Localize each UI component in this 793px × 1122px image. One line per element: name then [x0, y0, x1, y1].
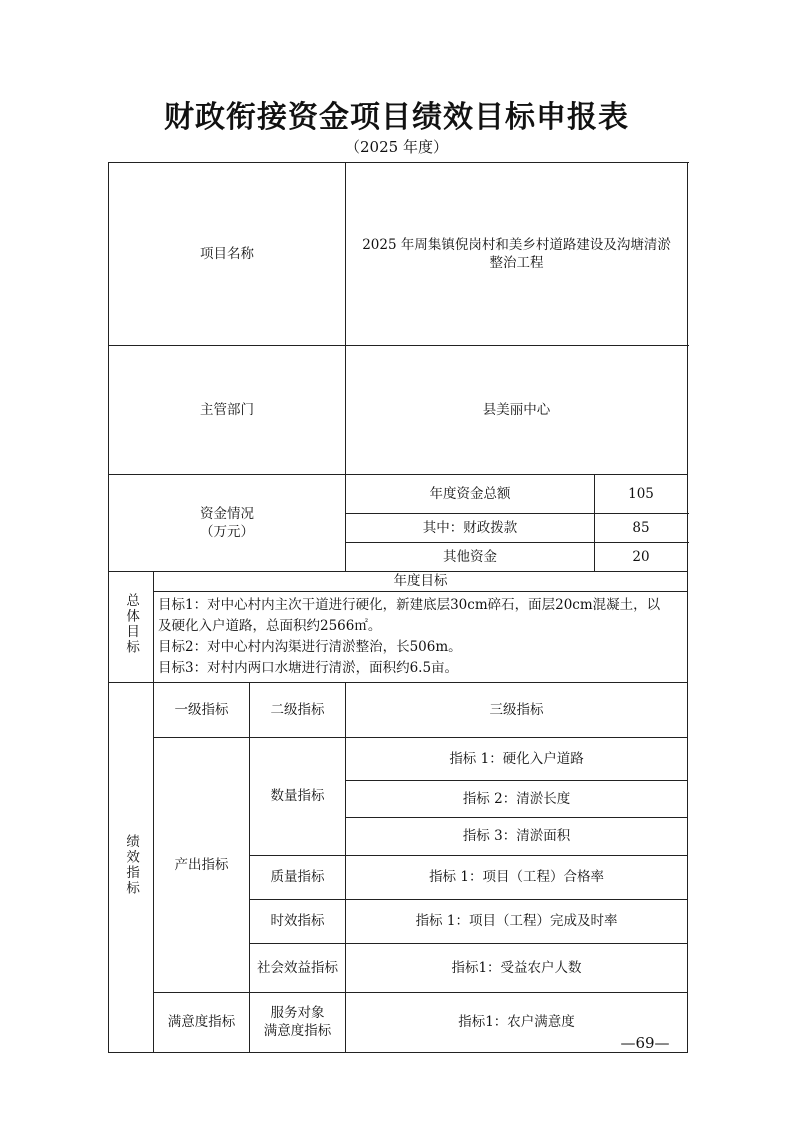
- output-indicator-label: 产出指标: [154, 738, 250, 992]
- satisfaction-indicator-label: 满意度指标: [154, 992, 250, 1052]
- project-name-label: 项目名称: [109, 163, 346, 346]
- dept-row: [109, 346, 688, 475]
- funds-total-label: 年度资金总额: [346, 474, 595, 513]
- goals-content: [154, 591, 688, 682]
- funds-label: [109, 474, 346, 571]
- goal-line: 目标3：对村内两口水塘进行清淤，面积约6.5亩。: [158, 659, 459, 676]
- indicator-header-row: [109, 682, 688, 738]
- funds-fiscal-label: 其中：财政拨款: [346, 513, 595, 542]
- indicator-name: 指标 3：清淤面积: [346, 818, 688, 855]
- funds-other-label: 其他资金: [346, 542, 595, 571]
- performance-form-table: [108, 162, 688, 1053]
- service-satisfaction-label: [250, 992, 346, 1052]
- indicator-name: 指标 1：项目（工程）合格率: [346, 855, 688, 899]
- indicator-name: 指标 2：清淤长度: [346, 781, 688, 818]
- funds-label-line2: （万元）: [200, 523, 254, 540]
- goal-line: 目标2：对中心村内沟渠进行清淤整治，长506m。: [158, 638, 462, 655]
- quantity-indicator-label: 数量指标: [250, 738, 346, 855]
- project-name-row: [109, 163, 688, 346]
- timeliness-indicator-label: 时效指标: [250, 899, 346, 943]
- funds-row: [109, 474, 688, 513]
- indicator-name: 指标 1：硬化入户道路: [346, 738, 688, 781]
- service-satisfaction-line1: 服务对象: [270, 1005, 325, 1022]
- indicator-name: 指标1：受益农户人数: [346, 943, 688, 992]
- performance-side-label: [109, 682, 154, 1052]
- goal-line: 及硬化入户道路，总面积约2566㎡。: [158, 617, 382, 634]
- goals-header-row: [109, 571, 688, 591]
- goals-content-row: [109, 591, 688, 682]
- indicator-name: 指标 1：项目（工程）完成及时率: [346, 899, 688, 943]
- performance-side-text: 绩效指标: [123, 833, 140, 896]
- goals-header: 年度目标: [154, 571, 688, 591]
- indicator-row: [109, 738, 688, 781]
- year-subtitle: （2025 年度）: [345, 138, 448, 156]
- indicator-name: 指标1：农户满意度: [346, 992, 688, 1052]
- funds-fiscal-value: 85: [595, 513, 688, 542]
- level1-header: 一级指标: [154, 682, 250, 738]
- service-satisfaction-line2: 满意度指标: [263, 1023, 332, 1040]
- goals-side-text: 总体目标: [123, 593, 140, 656]
- goals-side-label: [109, 571, 154, 682]
- goal-line: 目标1：对中心村内主次干道进行硬化，新建底层30cm碎石，面层20cm混凝土，以: [158, 596, 661, 613]
- social-indicator-label: 社会效益指标: [250, 943, 346, 992]
- level2-header: 二级指标: [250, 682, 346, 738]
- dept-label: 主管部门: [109, 346, 346, 475]
- page-number: —69—: [620, 1034, 670, 1052]
- project-name-value: 2025 年周集镇倪岗村和美乡村道路建设及沟塘清淤整治工程: [346, 163, 688, 346]
- funds-label-line1: 资金情况: [200, 505, 254, 522]
- page-title: 财政衔接资金项目绩效目标申报表: [164, 100, 629, 135]
- dept-value: 县美丽中心: [346, 346, 688, 475]
- funds-other-value: 20: [595, 542, 688, 571]
- funds-total-value: 105: [595, 474, 688, 513]
- level3-header: 三级指标: [346, 682, 688, 738]
- quality-indicator-label: 质量指标: [250, 855, 346, 899]
